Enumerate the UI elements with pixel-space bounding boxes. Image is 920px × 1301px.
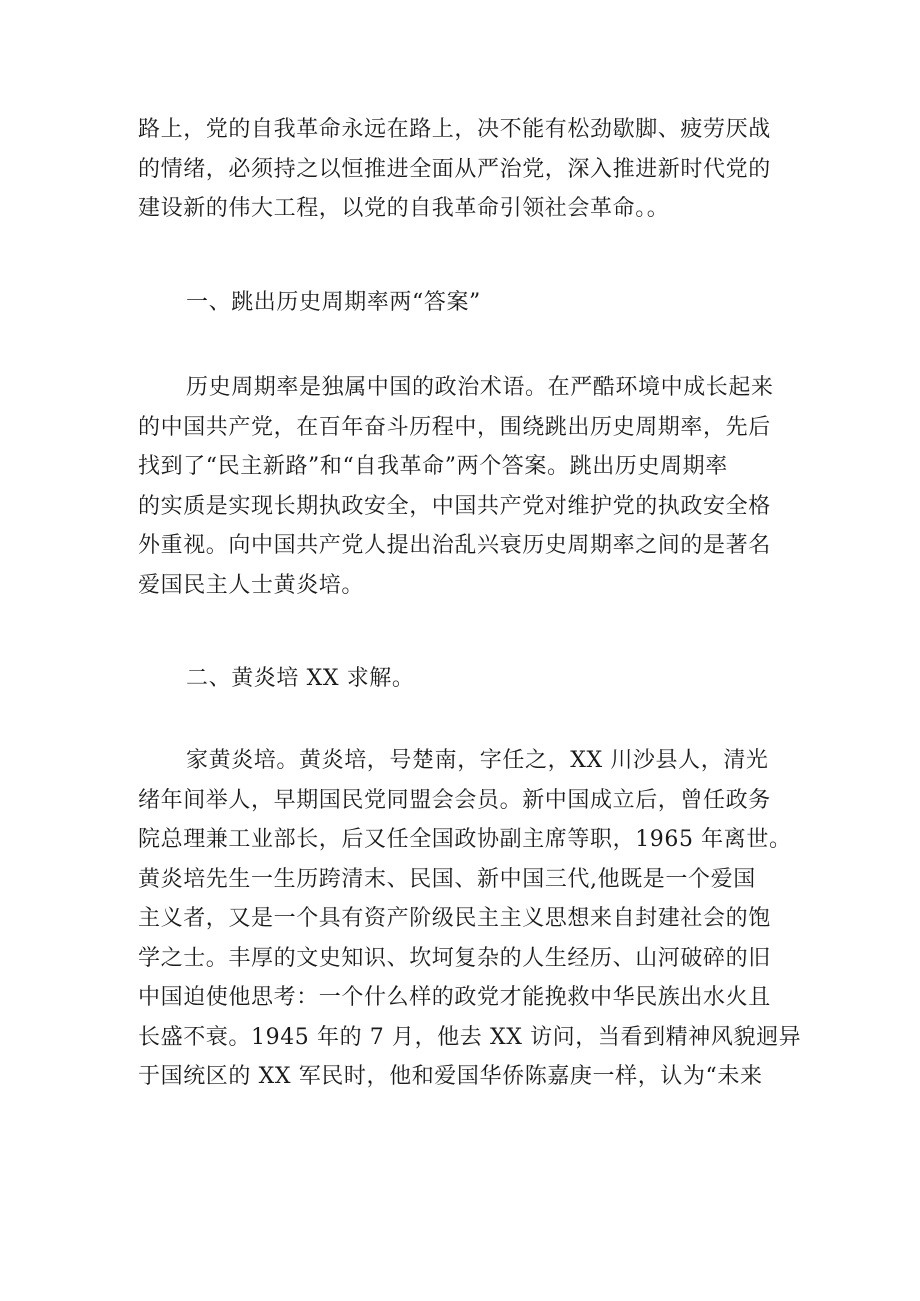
paragraph-line: 家黄炎培。黄炎培，号楚南，字任之，XX 川沙县人，清光 — [186, 748, 769, 773]
paragraph-line: 建设新的伟大工程，以党的自我革命引领社会革命。。 — [138, 196, 670, 221]
paragraph-line: 学之士。丰厚的文史知识、坎坷复杂的人生经历、山河破碎的旧 — [138, 945, 771, 971]
paragraph-line: 的中国共产党，在百年奋斗历程中，围绕跳出历史周期率，先后 — [138, 414, 771, 440]
paragraph-3 — [138, 741, 802, 1097]
paragraph-1 — [138, 110, 798, 229]
paragraph-line: 主义者，又是一个具有资产阶级民主主义思想来自封建社会的饱 — [138, 906, 771, 931]
heading-text: 二、黄炎培 XX 求解。 — [186, 666, 415, 691]
paragraph-line: 爱国民主人士黄炎培。 — [138, 572, 365, 598]
paragraph-line: 于国统区的 XX 军民时，他和爱国华侨陈嘉庚一样，认为“未来 — [138, 1064, 763, 1089]
paragraph-line: 的情绪，必须持之以恒推进全面从严治党，深入推进新时代党的 — [138, 156, 771, 182]
paragraph-line: 长盛不衰。1945 年的 7 月，他去 XX 访问，当看到精神风貌迥异 — [138, 1024, 802, 1050]
paragraph-line: 外重视。向中国共产党人提出治乱兴衰历史周期率之间的是著名 — [138, 533, 771, 558]
paragraph-line: 路上，党的自我革命永远在路上，决不能有松劲歇脚、疲劳厌战 — [138, 117, 771, 142]
paragraph-line: 的实质是实现长期执政安全，中国共产党对维护党的执政安全格 — [138, 493, 771, 519]
heading-text: 一、跳出历史周期率两“答案” — [186, 290, 481, 315]
paragraph-line: 黄炎培先生一生历跨清末、民国、新中国三代,他既是一个爱国 — [138, 866, 756, 892]
section-heading-2 — [138, 659, 798, 699]
paragraph-line: 绪年间举人，早期国民党同盟会会员。新中国成立后，曾任政务 — [138, 787, 771, 813]
paragraph-2 — [138, 368, 798, 605]
paragraph-line: 院总理兼工业部长，后又任全国政协副主席等职，1965 年离世。 — [138, 827, 792, 852]
paragraph-line: 中国迫使他思考：一个什么样的政党才能挽救中华民族出水火且 — [138, 985, 771, 1010]
section-heading-1 — [138, 283, 798, 323]
paragraph-line: 历史周期率是独属中国的政治术语。在严酷环境中成长起来 — [186, 375, 774, 400]
paragraph-line: 找到了“民主新路”和“自我革命”两个答案。跳出历史周期率 — [138, 454, 728, 479]
